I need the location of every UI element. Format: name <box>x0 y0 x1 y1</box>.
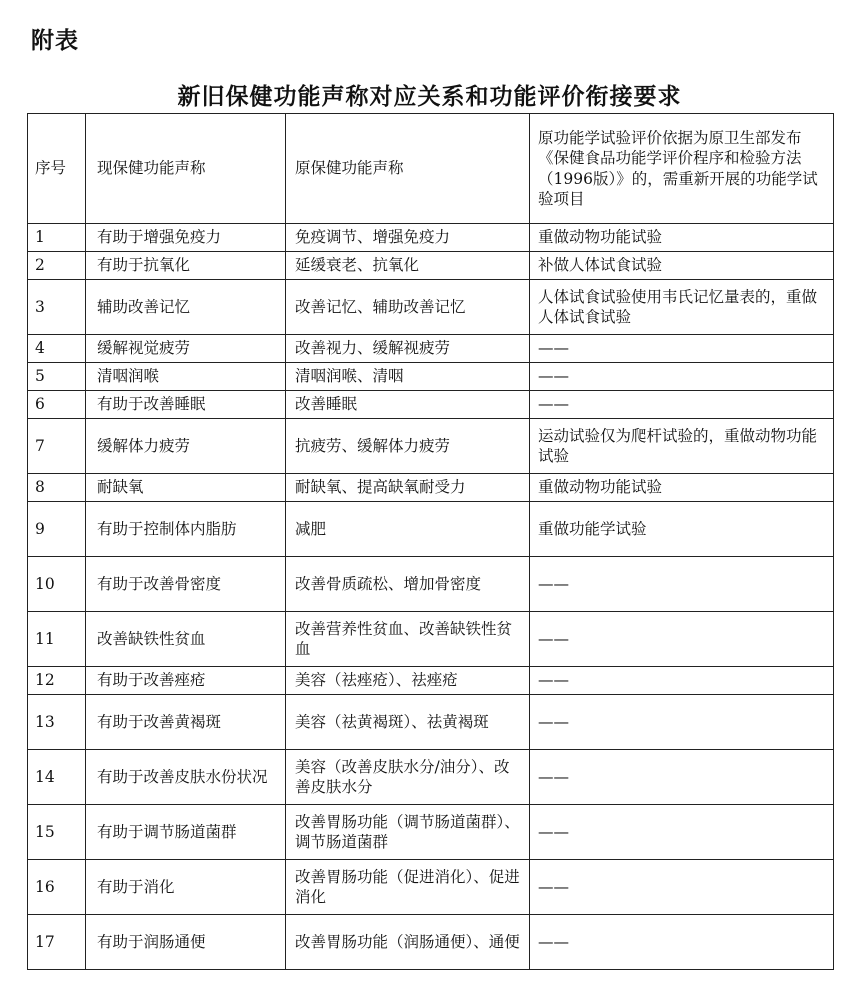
row-current-claim: 有助于改善痤疮 <box>86 667 286 695</box>
row-original-claim: 美容（祛黄褐斑）、祛黄褐斑 <box>286 695 530 750</box>
row-index: 16 <box>28 860 86 915</box>
header-original-claim: 原保健功能声称 <box>286 114 530 224</box>
table-row <box>28 915 834 970</box>
table-row <box>28 335 834 363</box>
row-original-claim: 减肥 <box>286 502 530 557</box>
row-original-claim: 耐缺氧、提高缺氧耐受力 <box>286 474 530 502</box>
row-current-claim: 清咽润喉 <box>86 363 286 391</box>
row-original-claim: 改善睡眠 <box>286 391 530 419</box>
row-current-claim: 改善缺铁性贫血 <box>86 612 286 667</box>
row-index: 9 <box>28 502 86 557</box>
row-index: 4 <box>28 335 86 363</box>
row-current-claim: 缓解视觉疲劳 <box>86 335 286 363</box>
row-requirement: —— <box>530 750 834 805</box>
row-requirement: 运动试验仅为爬杆试验的，重做动物功能试验 <box>530 419 834 474</box>
claims-table <box>27 113 834 970</box>
row-requirement: —— <box>530 612 834 667</box>
row-index: 15 <box>28 805 86 860</box>
row-current-claim: 有助于润肠通便 <box>86 915 286 970</box>
row-requirement: —— <box>530 860 834 915</box>
table-row <box>28 750 834 805</box>
appendix-label: 附表 <box>31 28 79 54</box>
table-row <box>28 695 834 750</box>
row-index: 13 <box>28 695 86 750</box>
row-index: 11 <box>28 612 86 667</box>
row-current-claim: 耐缺氧 <box>86 474 286 502</box>
row-index: 14 <box>28 750 86 805</box>
row-current-claim: 有助于抗氧化 <box>86 252 286 280</box>
row-index: 12 <box>28 667 86 695</box>
row-index: 3 <box>28 280 86 335</box>
row-current-claim: 有助于改善骨密度 <box>86 557 286 612</box>
row-current-claim: 有助于改善黄褐斑 <box>86 695 286 750</box>
row-current-claim: 辅助改善记忆 <box>86 280 286 335</box>
row-requirement: 补做人体试食试验 <box>530 252 834 280</box>
table-row <box>28 667 834 695</box>
table-row <box>28 557 834 612</box>
table-row <box>28 252 834 280</box>
row-index: 10 <box>28 557 86 612</box>
row-original-claim: 抗疲劳、缓解体力疲劳 <box>286 419 530 474</box>
table-row <box>28 363 834 391</box>
row-original-claim: 改善营养性贫血、改善缺铁性贫血 <box>286 612 530 667</box>
header-index: 序号 <box>28 114 86 224</box>
row-original-claim: 改善胃肠功能（调节肠道菌群）、调节肠道菌群 <box>286 805 530 860</box>
row-current-claim: 有助于增强免疫力 <box>86 224 286 252</box>
table-row <box>28 280 834 335</box>
row-requirement: 重做功能学试验 <box>530 502 834 557</box>
header-current-claim: 现保健功能声称 <box>86 114 286 224</box>
row-requirement: —— <box>530 805 834 860</box>
table-row <box>28 224 834 252</box>
row-requirement: —— <box>530 335 834 363</box>
row-requirement: —— <box>530 667 834 695</box>
table-row <box>28 502 834 557</box>
document-title: 新旧保健功能声称对应关系和功能评价衔接要求 <box>177 84 682 110</box>
table-row <box>28 419 834 474</box>
row-current-claim: 有助于调节肠道菌群 <box>86 805 286 860</box>
row-original-claim: 美容（改善皮肤水分/油分）、改善皮肤水分 <box>286 750 530 805</box>
table-row <box>28 805 834 860</box>
row-original-claim: 延缓衰老、抗氧化 <box>286 252 530 280</box>
header-requirement: 原功能学试验评价依据为原卫生部发布《保健食品功能学评价程序和检验方法（1996版）》的，需重新开展的功能学试验项目 <box>530 114 834 224</box>
row-index: 5 <box>28 363 86 391</box>
row-index: 8 <box>28 474 86 502</box>
row-original-claim: 改善记忆、辅助改善记忆 <box>286 280 530 335</box>
row-current-claim: 有助于消化 <box>86 860 286 915</box>
row-requirement: 重做动物功能试验 <box>530 474 834 502</box>
row-original-claim: 美容（祛痤疮）、祛痤疮 <box>286 667 530 695</box>
table-row <box>28 391 834 419</box>
row-original-claim: 改善骨质疏松、增加骨密度 <box>286 557 530 612</box>
row-requirement: —— <box>530 915 834 970</box>
row-index: 2 <box>28 252 86 280</box>
row-original-claim: 清咽润喉、清咽 <box>286 363 530 391</box>
row-original-claim: 改善胃肠功能（促进消化）、促进消化 <box>286 860 530 915</box>
row-original-claim: 改善视力、缓解视疲劳 <box>286 335 530 363</box>
row-original-claim: 免疫调节、增强免疫力 <box>286 224 530 252</box>
row-index: 7 <box>28 419 86 474</box>
row-current-claim: 有助于控制体内脂肪 <box>86 502 286 557</box>
row-requirement: 人体试食试验使用韦氏记忆量表的，重做人体试食试验 <box>530 280 834 335</box>
row-current-claim: 有助于改善睡眠 <box>86 391 286 419</box>
row-requirement: 重做动物功能试验 <box>530 224 834 252</box>
table-header-row <box>28 114 834 224</box>
table-row <box>28 860 834 915</box>
row-current-claim: 有助于改善皮肤水份状况 <box>86 750 286 805</box>
row-index: 6 <box>28 391 86 419</box>
row-current-claim: 缓解体力疲劳 <box>86 419 286 474</box>
row-requirement: —— <box>530 363 834 391</box>
row-requirement: —— <box>530 695 834 750</box>
row-requirement: —— <box>530 557 834 612</box>
table-row <box>28 474 834 502</box>
row-index: 17 <box>28 915 86 970</box>
row-original-claim: 改善胃肠功能（润肠通便）、通便 <box>286 915 530 970</box>
row-requirement: —— <box>530 391 834 419</box>
row-index: 1 <box>28 224 86 252</box>
table-row <box>28 612 834 667</box>
